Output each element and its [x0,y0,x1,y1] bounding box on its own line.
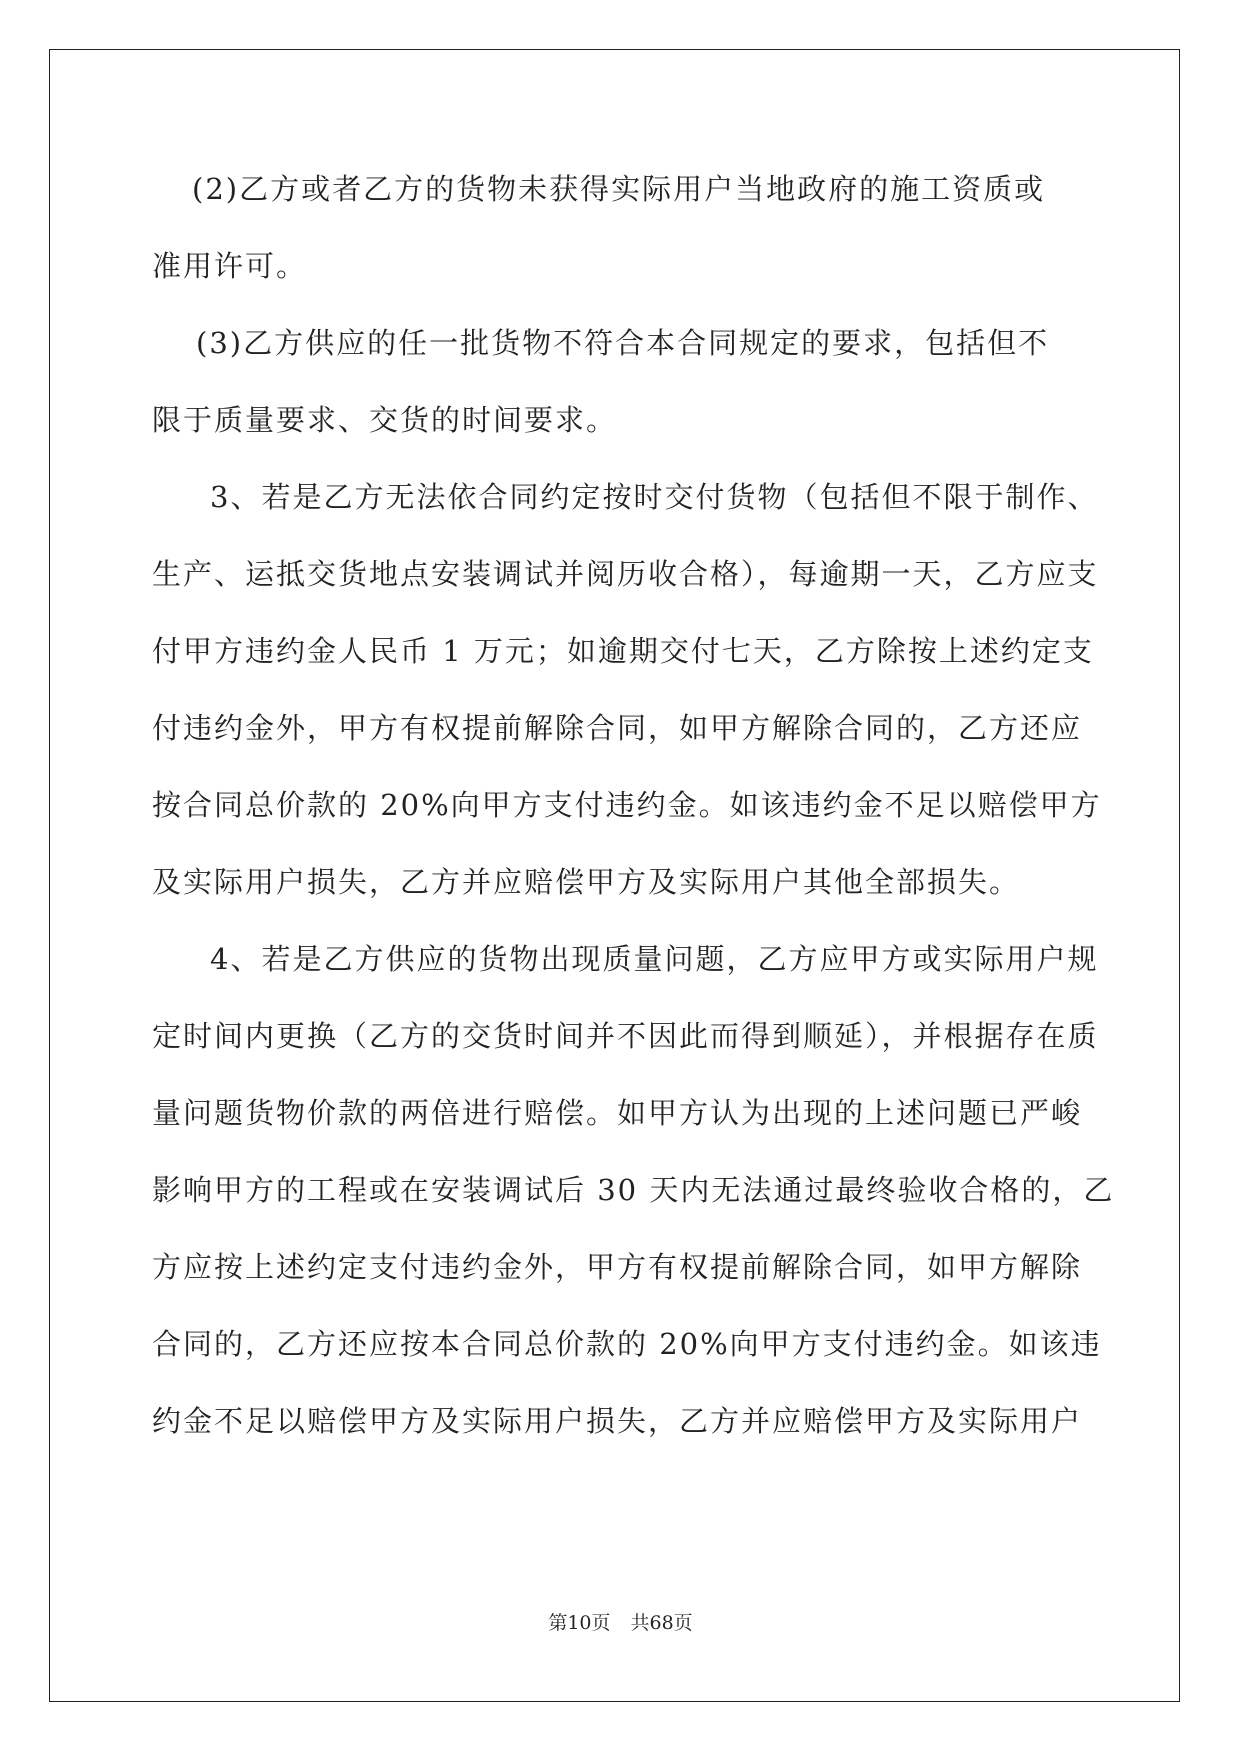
text-line: 影响甲方的工程或在安装调试后 30 天内无法通过最终验收合格的，乙 [152,1173,1115,1207]
text-line: 约金不足以赔偿甲方及实际用户损失，乙方并应赔偿甲方及实际用户 [152,1404,1083,1438]
text-line: 量问题货物价款的两倍进行赔偿。如甲方认为出现的上述问题已严峻 [152,1096,1083,1130]
text-line: 限于质量要求、交货的时间要求。 [152,403,618,437]
document-body [152,166,1115,1475]
text-line: 付违约金外，甲方有权提前解除合同，如甲方解除合同的，乙方还应 [152,711,1083,745]
page-number: 第10页 [548,1612,611,1634]
total-pages: 共68页 [630,1612,693,1634]
text-line: (3)乙方供应的任一批货物不符合本合同规定的要求，包括但不 [196,326,1050,360]
text-line: 4、若是乙方供应的货物出现质量问题，乙方应甲方或实际用户规 [210,942,1099,976]
text-line: 付甲方违约金人民币 1 万元；如逾期交付七天，乙方除按上述约定支 [152,634,1094,668]
text-line: (2)乙方或者乙方的货物未获得实际用户当地政府的施工资质或 [192,172,1046,206]
text-line: 及实际用户损失，乙方并应赔偿甲方及实际用户其他全部损失。 [152,865,1021,899]
page-footer [0,1610,1241,1636]
text-line: 按合同总价款的 20%向甲方支付违约金。如该违约金不足以赔偿甲方 [152,788,1102,822]
text-line: 准用许可。 [152,249,308,283]
text-line: 3、若是乙方无法依合同约定按时交付货物（包括但不限于制作、 [210,480,1099,514]
text-line: 合同的，乙方还应按本合同总价款的 20%向甲方支付违约金。如该违 [152,1327,1102,1361]
text-line: 方应按上述约定支付违约金外，甲方有权提前解除合同，如甲方解除 [152,1250,1083,1284]
text-line: 生产、运抵交货地点安装调试并阅历收合格），每逾期一天，乙方应支 [152,557,1099,591]
text-line: 定时间内更换（乙方的交货时间并不因此而得到顺延），并根据存在质 [152,1019,1099,1053]
